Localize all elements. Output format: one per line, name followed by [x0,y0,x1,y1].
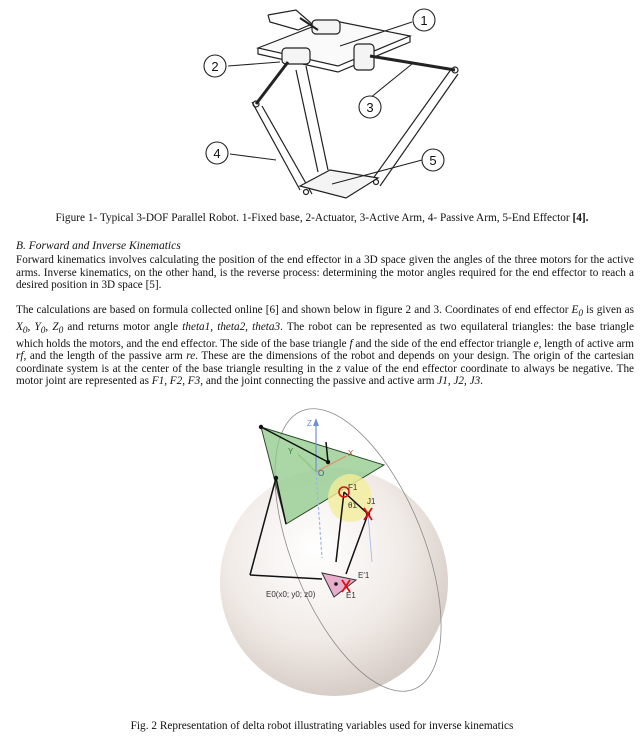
p2-y0: $Y_0$ [34,320,46,337]
p2-joints-j: J1, J2, J3 [437,375,481,388]
axis-y-label: Y [288,447,294,456]
figure-1-caption-ref: [4]. [572,212,589,224]
axis-z-label: Z [307,419,312,428]
p2-rf: rf [16,350,24,363]
p2-text-2: is given as [583,304,634,316]
p2-theta: theta1, theta2, theta3 [182,320,281,333]
p2-text-6: , length of active arm [538,337,634,350]
callout-4-label: 4 [213,146,221,161]
theta1-label: θ1 [348,501,357,510]
p2-z0: $Z_0$ [52,320,64,337]
j1-label: J1 [367,497,376,506]
p2-text-7: , and the length of the passive arm [23,350,187,363]
p2-text-5: and the side of the end effector triangle [352,337,534,350]
p2-re: re [186,350,196,363]
e0-label: E0(x0; y0; z0) [266,590,316,599]
axis-x-label: X [348,449,354,458]
p2-text-10: , and the joint connecting the passive and active arm [200,375,438,388]
figure-1-caption [0,211,644,225]
callout-2-label: 2 [211,59,219,74]
p2-text-4: . The robot can be represented as two equilateral triangles: the base triangle which holds the motors, and the end effector. The side of the base triangle [16,320,635,350]
p2-joints-f: F1, F2, F3 [151,375,201,388]
p2-e0: $E_0$ [571,304,584,320]
figure-2-caption: Fig. 2 Representation of delta robot illustrating variables used for inverse kinematics [130,720,514,732]
actuator-left [282,48,310,64]
e1-label: E1 [346,591,356,600]
callout-1-label: 1 [420,13,428,28]
p2-text-8: . These are the dimensions of the robot and depends on your design. The origin of the cartesian coordinate system is at the center of the base triangle resulting in the [16,350,634,375]
paragraph-2: The calculations are based on formula collected online [6] and shown below in figure 2 and 3. Coordinates of end effector $E_0$ is given as $X_0$, $Y_0$, $Z_0$ and returns motor angle theta1, theta2, theta3. The robot can be represented as two equilateral triangles: the base triangle which holds the motors, and the end effector. The side of the base triangle f and the side of the end effector triangle e, length of active arm rf, and the length of the passive arm re. These are the dimensions of the robot and depends on your design. The origin of the cartesian coordinate system is at the center of the base triangle resulting in the z value of the end effector coordinate to always be negative. The motor joint are represented as F1, F2, F3, and the joint connecting the passive and active arm J1, J2, J3. [16,304,635,388]
p2-e: e [533,337,539,350]
figure-1-robot-drawing [0,0,644,205]
p2-text-1: The calculations are based on formula collected online [6] and shown below in figure 2 and 3. Coordinates of end effector [16,304,572,316]
p2-f: f [349,337,353,350]
p2-x0: $X_0$ [16,320,28,337]
section-heading: B. Forward and Inverse Kinematics [16,240,181,252]
p2-z: z [336,362,341,375]
p2-text-9: value of the end effector coordinate to always be negative. The motor joint are represented as [16,362,634,388]
actuator-top [312,20,340,34]
paragraph-1: Forward kinematics involves calculating the position of the end effector in a 3D space given the angles of the three motors for the active arms. Inverse kinematics, on the other hand, is the reverse process: determining the motor angles required for the end effector to reach a desired position in 3D space [5]. [16,254,634,292]
callout-5-label: 5 [429,153,437,168]
p2-text-3: and returns motor angle [63,320,183,333]
figure-2-kinematics-diagram [0,400,644,716]
figure-1-caption-text: Figure 1- Typical 3-DOF Parallel Robot. 1-Fixed base, 2-Actuator, 3-Active Arm, 4- Passive Arm, 5-End Effector [55,212,573,224]
origin-label: O [318,469,325,478]
e1-prime-label: E'1 [358,571,370,580]
f1-label: F1 [348,483,358,492]
callout-3-label: 3 [366,100,374,115]
